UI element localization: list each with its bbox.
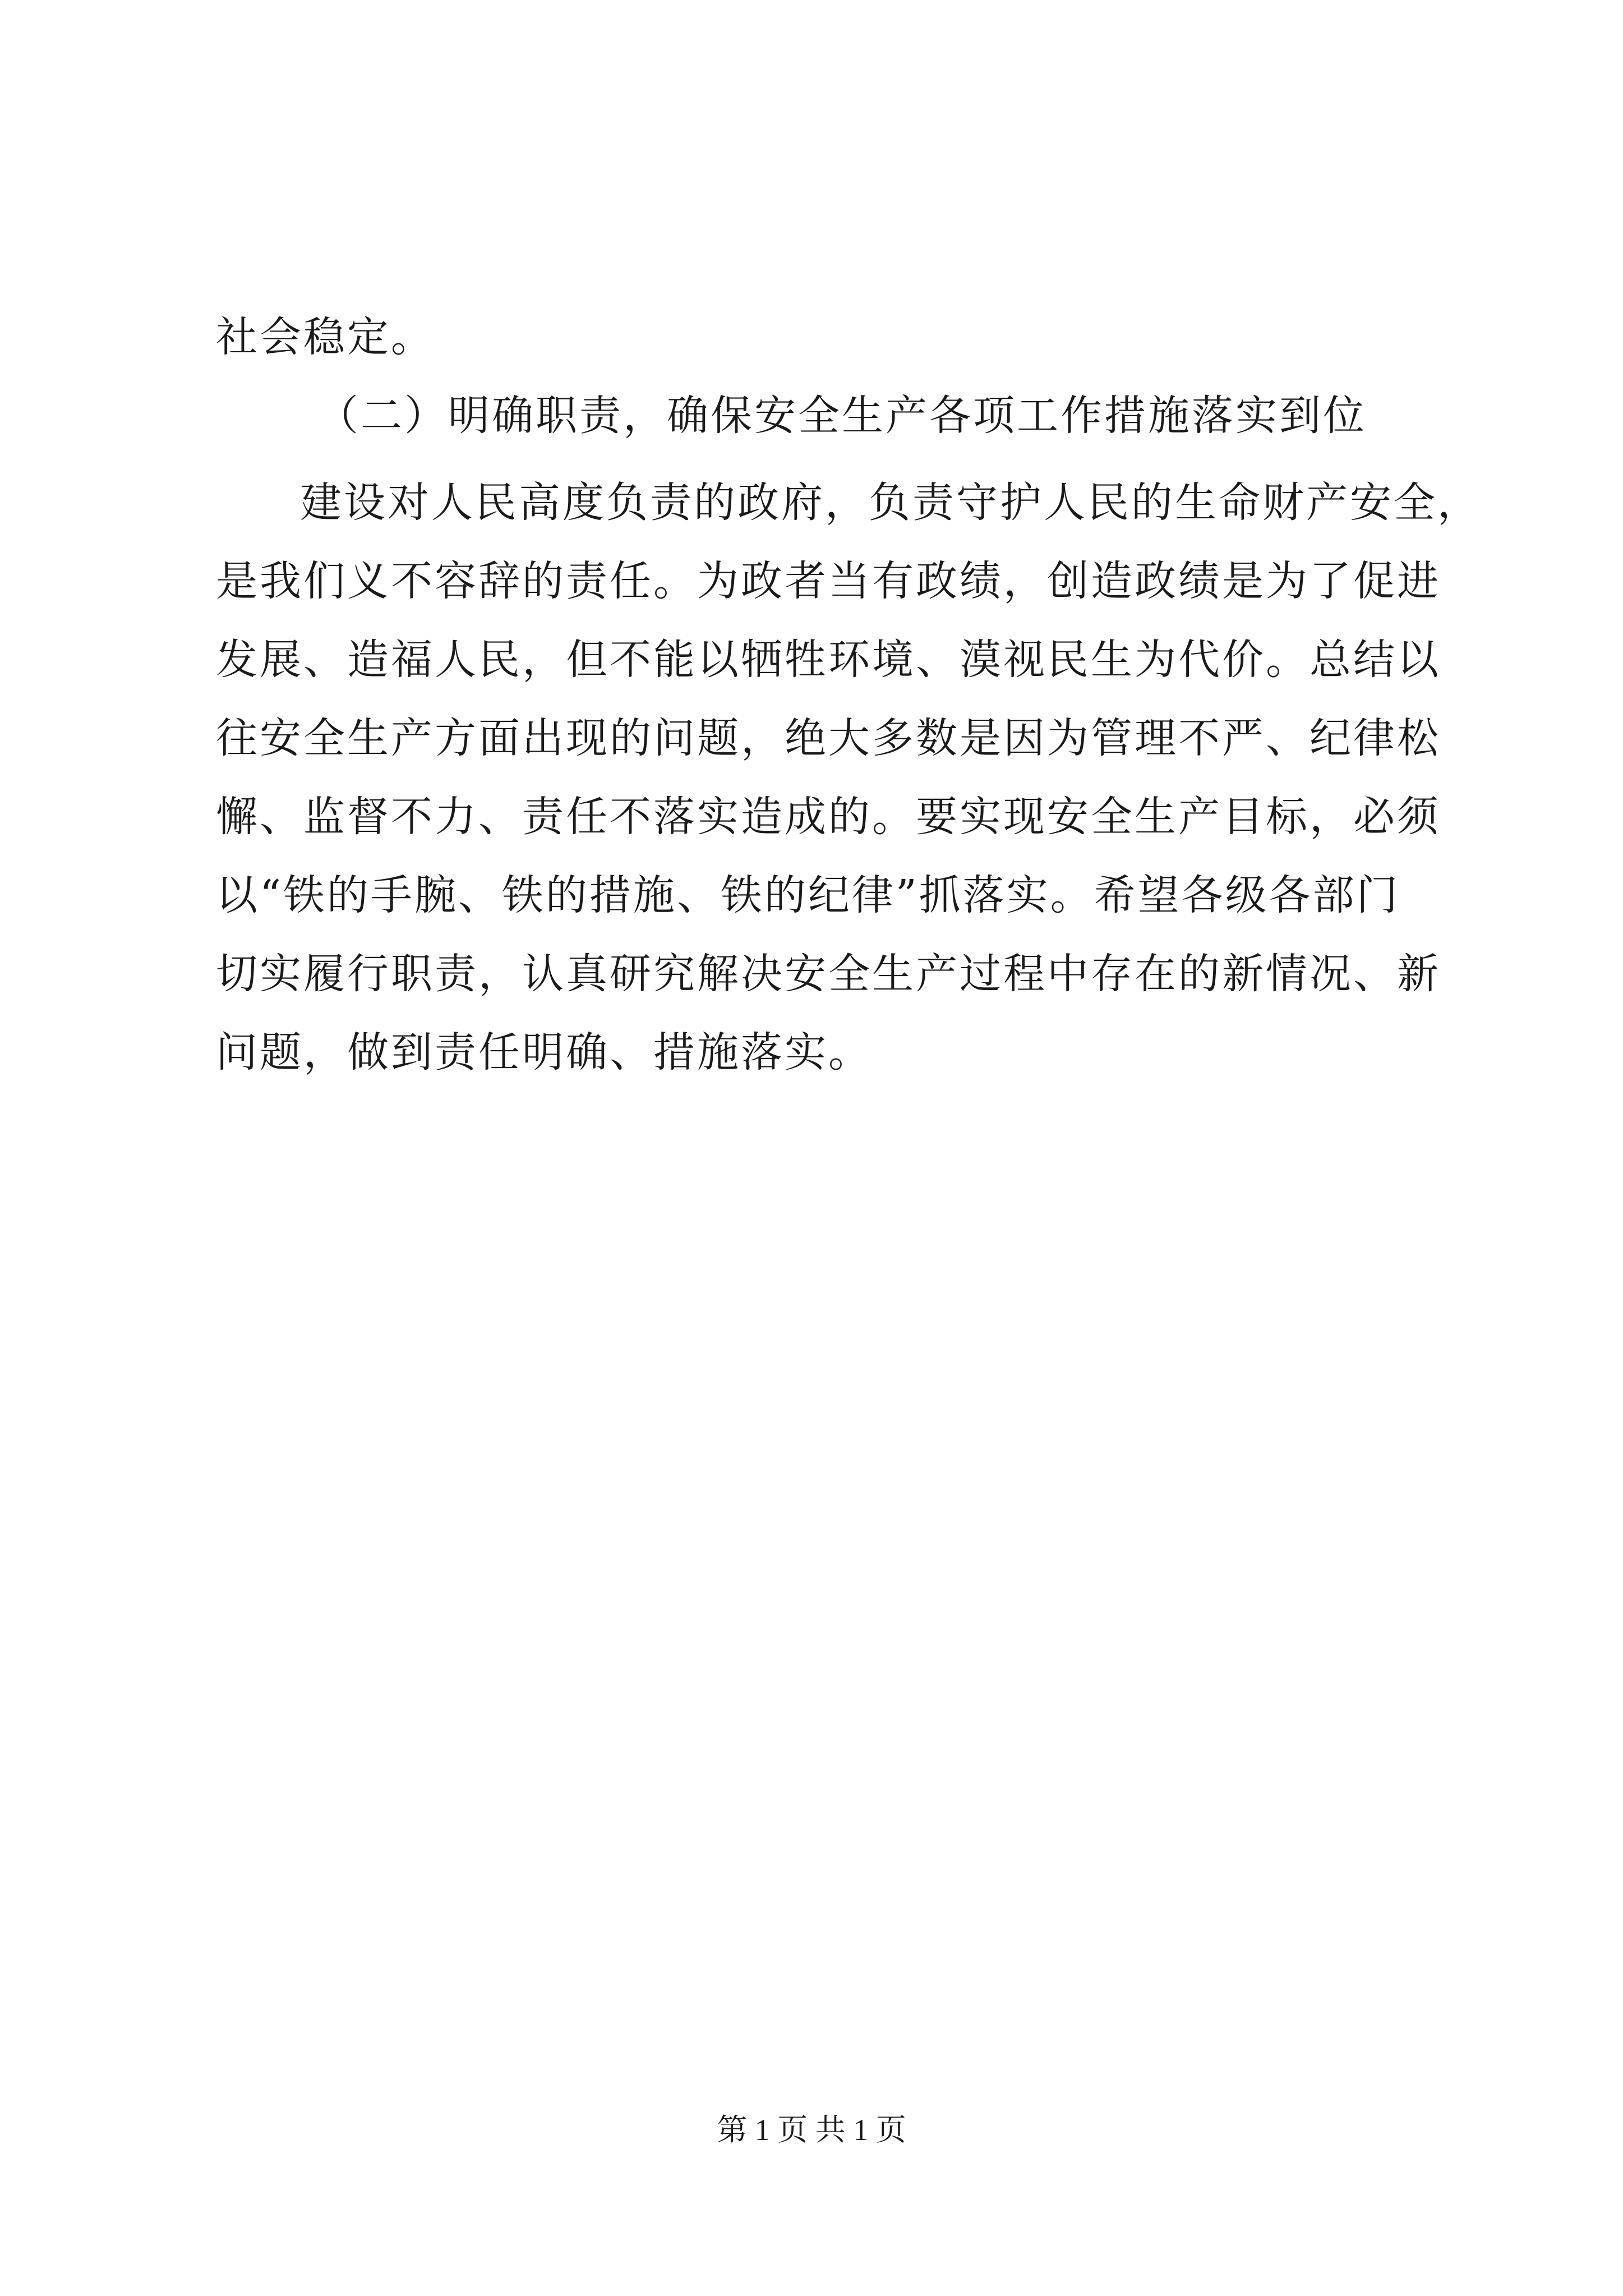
- text-line-6: 往安全生产方面出现的问题，绝大多数是因为管理不严、纪律松: [216, 714, 1441, 762]
- text-line-10: 问题，做到责任明确、措施落实。: [216, 1028, 872, 1076]
- section-heading: （二）明确职责，确保安全生产各项工作措施落实到位: [317, 392, 1367, 440]
- text-line-7: 懈、监督不力、责任不落实造成的。要实现安全生产目标，必须: [216, 793, 1441, 841]
- text-line-5: 发展、造福人民，但不能以牺牲环境、漠视民生为代价。总结以: [216, 636, 1441, 684]
- text-line-8: 以“铁的手腕、铁的措施、铁的纪律”抓落实。希望各级各部门: [216, 871, 1400, 919]
- text-line-1: 社会稳定。: [216, 313, 435, 361]
- text-line-9: 切实履行职责，认真研究解决安全生产过程中存在的新情况、新: [216, 950, 1441, 998]
- text-line-3: 建设对人民高度负责的政府，负责守护人民的生命财产安全，: [300, 478, 1481, 527]
- text-line-4: 是我们义不容辞的责任。为政者当有政绩，创造政绩是为了促进: [216, 557, 1441, 605]
- page-footer: 第 1 页 共 1 页: [717, 2113, 906, 2147]
